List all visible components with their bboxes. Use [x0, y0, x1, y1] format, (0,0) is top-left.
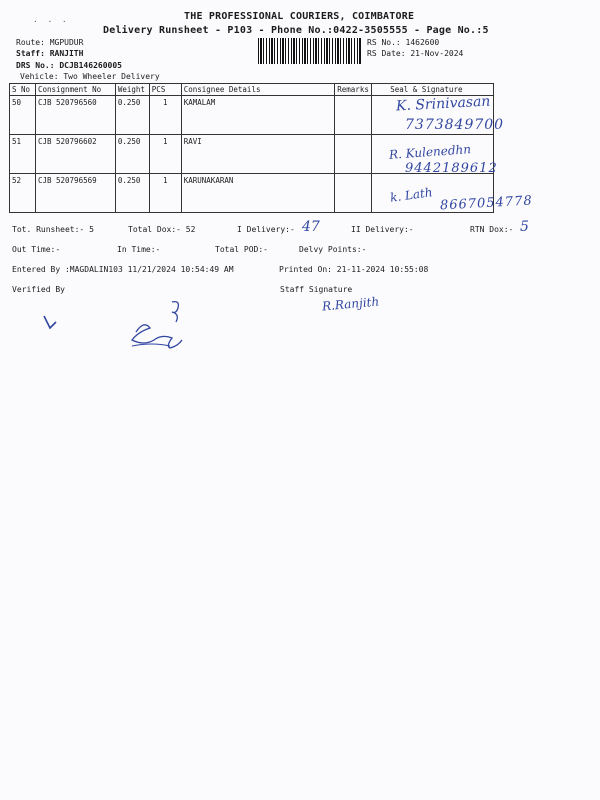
cell-remarks [335, 96, 372, 135]
signature-phone-1: 7373849700 [405, 117, 505, 133]
vehicle-text: Vehicle: Two Wheeler Delivery [20, 72, 160, 81]
col-signature: Seal & Signature [372, 84, 494, 96]
cell-sno: 51 [10, 135, 36, 174]
cell-consignee: KARUNAKARAN [181, 174, 335, 213]
cell-consignee: RAVI [181, 135, 335, 174]
table-header-row [10, 84, 494, 96]
rtn-dox-value: 5 [520, 219, 529, 235]
staff-signature-label: Staff Signature [280, 285, 353, 294]
signature-phone-2: 9442189612 [405, 161, 498, 176]
cell-consignment: CJB 520796569 [35, 174, 115, 213]
col-pcs: PCS [149, 84, 181, 96]
in-time: In Time:- [117, 245, 161, 254]
route-text: Route: MGPUDUR [16, 38, 84, 47]
total-pod: Total POD:- [215, 245, 268, 254]
cell-sno: 52 [10, 174, 36, 213]
ii-delivery-label: II Delivery:- [351, 225, 414, 234]
cell-consignment: CJB 520796560 [35, 96, 115, 135]
i-delivery-label: I Delivery:- [237, 225, 295, 234]
drs-text: DRS No.: DCJB146260005 [16, 61, 122, 70]
cell-weight: 0.250 [115, 96, 149, 135]
cell-consignee: KAMALAM [181, 96, 335, 135]
entered-by: Entered By :MAGDALIN103 11/21/2024 10:54:49 AM [12, 265, 234, 274]
verified-by-label: Verified By [12, 285, 65, 294]
rtn-dox-label: RTN Dox:- [470, 225, 514, 234]
cell-weight: 0.250 [115, 135, 149, 174]
rs-number: RS No.: 1462600 [367, 38, 440, 47]
col-consignee: Consignee Details [181, 84, 335, 96]
printed-on: Printed On: 21-11-2024 10:55:08 [279, 265, 429, 274]
cell-sno: 50 [10, 96, 36, 135]
total-runsheet: Tot. Runsheet:- 5 [12, 225, 94, 234]
cell-weight: 0.250 [115, 174, 149, 213]
delivery-points: Delvy Points:- [299, 245, 367, 254]
barcode [258, 38, 362, 64]
cell-pcs: 1 [149, 174, 181, 213]
cell-remarks [335, 135, 372, 174]
signature-name-2: R. Kulenedhn [388, 142, 472, 162]
col-consignment: Consignment No [35, 84, 115, 96]
runsheet-title: Delivery Runsheet - P103 - Phone No.:0422-3505555 - Page No.:5 [103, 25, 489, 36]
signature-name-1: K. Srinivasan [395, 93, 491, 115]
out-time: Out Time:- [12, 245, 61, 254]
col-sno: S No [10, 84, 36, 96]
cell-remarks [335, 174, 372, 213]
staff-text: Staff: RANJITH [16, 49, 84, 58]
col-remarks: Remarks [335, 84, 372, 96]
cell-pcs: 1 [149, 96, 181, 135]
signature-phone-3: 8667054778 [439, 193, 534, 214]
rs-date: RS Date: 21-Nov-2024 [367, 49, 464, 58]
cell-consignment: CJB 520796602 [35, 135, 115, 174]
scan-dots: . . . [33, 15, 67, 24]
col-weight: Weight [115, 84, 149, 96]
cell-pcs: 1 [149, 135, 181, 174]
signature-name-3: k. Lath [389, 185, 434, 205]
staff-signature-hand: R.Ranjith [321, 294, 380, 314]
i-delivery-value: 47 [302, 219, 320, 235]
verifier-signature [36, 296, 206, 356]
total-dox: Total Dox:- 52 [128, 225, 196, 234]
company-title: THE PROFESSIONAL COURIERS, COIMBATORE [184, 11, 415, 22]
